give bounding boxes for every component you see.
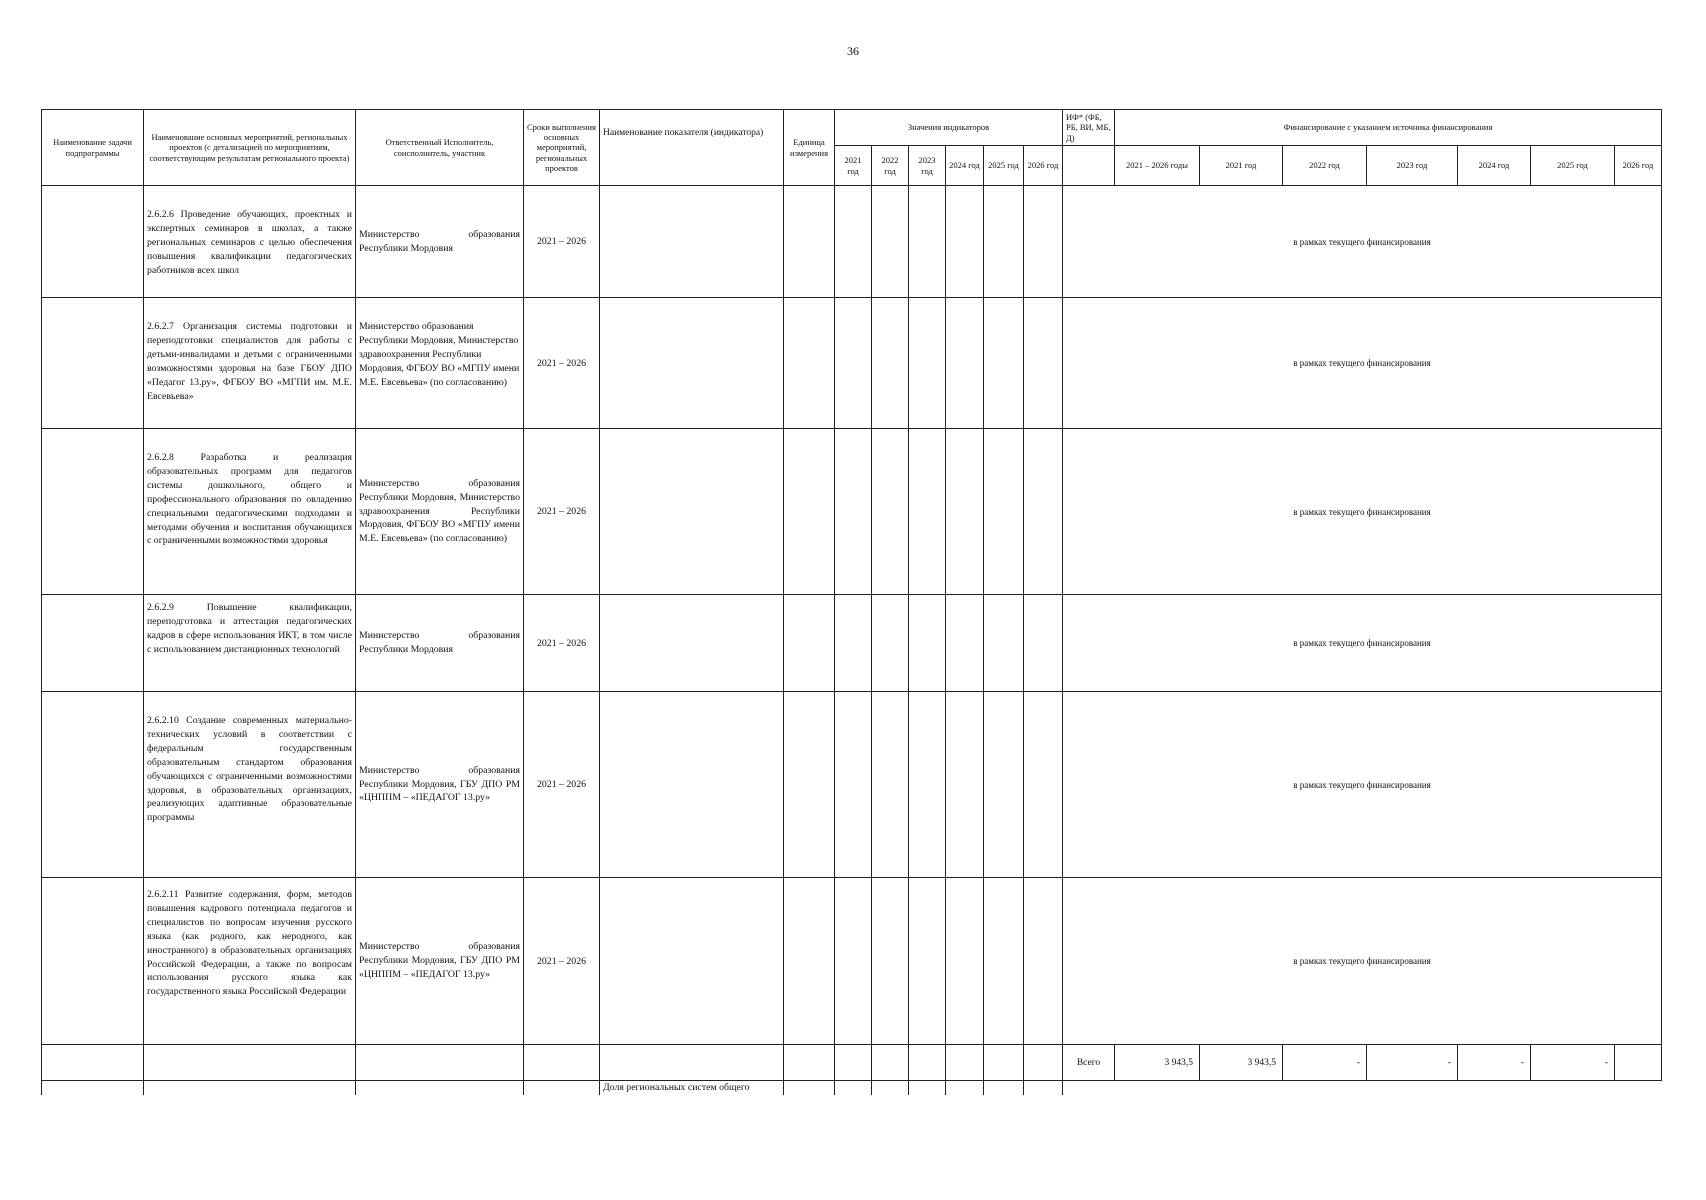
header-year-2026: 2026 год: [1024, 146, 1063, 186]
total-2023: -: [1367, 1045, 1458, 1081]
value-cell: [835, 429, 872, 595]
financing-cell: [1115, 1081, 1662, 1095]
executor-cell: Министерство образования Республики Мордовия, Министерство здравоохранения Республики Мордовия, ФГБОУ ВО «МГПУ имени М.Е. Евсевьева» (по согласованию): [356, 429, 524, 595]
financing-cell: в рамках текущего финансирования: [1063, 878, 1662, 1045]
period-cell: 2021 – 2026: [524, 298, 600, 429]
table-row: [42, 298, 1662, 429]
executor-cell: Министерство образования Республики Мордовия: [356, 186, 524, 298]
executor-cell: Министерство образования Республики Мордовия, ГБУ ДПО РМ «ЦНППМ – «ПЕДАГОГ 13.ру»: [356, 878, 524, 1045]
unit-cell: [784, 186, 835, 298]
total-2024: -: [1458, 1045, 1531, 1081]
value-cell: [835, 1045, 872, 1081]
activity-cell: 2.6.2.8 Разработка и реализация образовательных программ для педагогов системы дошкольного, общего и профессионального образования по овладению специальными педагогическими подходами и методами обучения и воспитания обучающихся с ограниченными возможностями здоровья: [144, 429, 356, 595]
value-cell: [909, 878, 946, 1045]
unit-cell: [784, 1081, 835, 1095]
value-cell: [946, 429, 984, 595]
period-cell: 2021 – 2026: [524, 692, 600, 878]
value-cell: [872, 878, 909, 1045]
value-cell: [984, 878, 1024, 1045]
period-cell: [524, 1045, 600, 1081]
activity-cell: 2.6.2.10 Создание современных материально-технических условий в соответствии с федеральным государственным образовательным стандартом образования обучающихся с ограниченными возможностями здоровья, в образовательных организациях, реализующих адаптивные образовательные программы: [144, 692, 356, 878]
executor-cell: [356, 1045, 524, 1081]
header-year-2023: 2023 год: [909, 146, 946, 186]
header-if-empty: [1063, 146, 1115, 186]
unit-cell: [784, 692, 835, 878]
indicator-cell: [600, 186, 784, 298]
header-year-2022: 2022 год: [872, 146, 909, 186]
financing-cell: в рамках текущего финансирования: [1063, 186, 1662, 298]
financing-cell: в рамках текущего финансирования: [1063, 429, 1662, 595]
header-fin-2026: 2026 год: [1615, 146, 1662, 186]
indicator-cell: [600, 429, 784, 595]
task-cell: [42, 429, 144, 595]
value-cell: [946, 1045, 984, 1081]
total-2026: [1615, 1045, 1662, 1081]
value-cell: [946, 878, 984, 1045]
value-cell: [909, 595, 946, 692]
continuation-row: [42, 1081, 1662, 1095]
total-2021-2026: 3 943,5: [1115, 1045, 1200, 1081]
value-cell: [946, 298, 984, 429]
table-row: [42, 878, 1662, 1045]
financing-cell: в рамках текущего финансирования: [1063, 692, 1662, 878]
unit-cell: [784, 1045, 835, 1081]
indicator-cell: [600, 878, 784, 1045]
executor-cell: Министерство образования Республики Мордовия, ГБУ ДПО РМ «ЦНППМ – «ПЕДАГОГ 13.ру»: [356, 692, 524, 878]
activity-cell: 2.6.2.7 Организация системы подготовки и переподготовки специалистов для работы с детьми-инвалидами и детьми с ограниченными возможностями здоровья на базе ГБОУ ДПО «Педагог 13.ру», ФГБОУ ВО «МГПИ им. М.Е. Евсевьева»: [144, 298, 356, 429]
value-cell: [835, 878, 872, 1045]
task-cell: [42, 1045, 144, 1081]
value-cell: [984, 692, 1024, 878]
program-activities-table: [41, 109, 1662, 1095]
indicator-cell: [600, 298, 784, 429]
header-fin-2023: 2023 год: [1367, 146, 1458, 186]
value-cell: [835, 692, 872, 878]
value-cell: [1024, 1045, 1063, 1081]
total-label: Всего: [1063, 1045, 1115, 1081]
header-fin-2025: 2025 год: [1531, 146, 1615, 186]
period-cell: 2021 – 2026: [524, 429, 600, 595]
executor-cell: Министерство образования Республики Мордовия, Министерство здравоохранения Республики Мордовия, ФГБОУ ВО «МГПУ имени М.Е. Евсевьева» (по согласованию): [356, 298, 524, 429]
value-cell: [946, 1081, 984, 1095]
value-cell: [984, 186, 1024, 298]
value-cell: [1024, 186, 1063, 298]
indicator-cell: [600, 1045, 784, 1081]
indicator-cell: [600, 595, 784, 692]
period-cell: [524, 1081, 600, 1095]
task-cell: [42, 878, 144, 1045]
value-cell: [835, 298, 872, 429]
value-cell: [1024, 595, 1063, 692]
header-activity: Наименование основных мероприятий, региональных проектов (с детализацией по мероприятиям, соответствующим результатам регионального проекта): [144, 110, 356, 186]
table-row: [42, 429, 1662, 595]
indicator-partial: Доля региональных систем общего: [600, 1081, 784, 1095]
header-financing-group: Финансирование с указанием источника финансирования: [1115, 110, 1662, 146]
total-2022: -: [1283, 1045, 1367, 1081]
task-cell: [42, 298, 144, 429]
value-cell: [946, 692, 984, 878]
executor-cell: Министерство образования Республики Мордовия: [356, 595, 524, 692]
executor-cell: [356, 1081, 524, 1095]
header-year-2025: 2025 год: [984, 146, 1024, 186]
value-cell: [872, 298, 909, 429]
value-cell: [872, 692, 909, 878]
value-cell: [1024, 1081, 1063, 1095]
header-unit: Единица измерения: [784, 110, 835, 186]
value-cell: [909, 692, 946, 878]
value-cell: [946, 595, 984, 692]
value-cell: [835, 186, 872, 298]
value-cell: [1024, 692, 1063, 878]
activity-cell: [144, 1045, 356, 1081]
header-fin-2021-2026: 2021 – 2026 годы: [1115, 146, 1200, 186]
value-cell: [909, 298, 946, 429]
indicator-cell: [600, 692, 784, 878]
header-task: Наименование задачи подпрограммы: [42, 110, 144, 186]
total-2025: -: [1531, 1045, 1615, 1081]
value-cell: [909, 186, 946, 298]
total-row: [42, 1045, 1662, 1081]
value-cell: [909, 429, 946, 595]
period-cell: 2021 – 2026: [524, 595, 600, 692]
value-cell: [909, 1081, 946, 1095]
table-row: [42, 186, 1662, 298]
financing-cell: в рамках текущего финансирования: [1063, 595, 1662, 692]
value-cell: [909, 1045, 946, 1081]
value-cell: [872, 1045, 909, 1081]
value-cell: [984, 1081, 1024, 1095]
value-cell: [1024, 298, 1063, 429]
value-cell: [872, 186, 909, 298]
page-number: 36: [847, 44, 859, 58]
header-year-2024: 2024 год: [946, 146, 984, 186]
total-2021: 3 943,5: [1200, 1045, 1283, 1081]
value-cell: [984, 595, 1024, 692]
header-executor: Ответственный Исполнитель, соисполнитель, участник: [356, 110, 524, 186]
value-cell: [835, 595, 872, 692]
program-table-wrapper: [41, 109, 1654, 1093]
header-period: Сроки выполнения основных мероприятий, региональных проектов: [524, 110, 600, 186]
unit-cell: [784, 595, 835, 692]
task-cell: [42, 692, 144, 878]
value-cell: [984, 429, 1024, 595]
activity-cell: [144, 1081, 356, 1095]
if-cell: [1063, 1081, 1115, 1095]
task-cell: [42, 1081, 144, 1095]
table-row: [42, 692, 1662, 878]
value-cell: [1024, 429, 1063, 595]
financing-cell: в рамках текущего финансирования: [1063, 298, 1662, 429]
header-if: ИФ* (ФБ, РБ, ВИ, МБ, Д): [1063, 110, 1115, 146]
value-cell: [984, 298, 1024, 429]
period-cell: 2021 – 2026: [524, 878, 600, 1045]
value-cell: [872, 429, 909, 595]
value-cell: [1024, 878, 1063, 1045]
value-cell: [872, 595, 909, 692]
value-cell: [835, 1081, 872, 1095]
table-row: [42, 595, 1662, 692]
header-fin-2022: 2022 год: [1283, 146, 1367, 186]
value-cell: [946, 186, 984, 298]
task-cell: [42, 595, 144, 692]
value-cell: [984, 1045, 1024, 1081]
header-fin-2024: 2024 год: [1458, 146, 1531, 186]
unit-cell: [784, 298, 835, 429]
activity-cell: 2.6.2.11 Развитие содержания, форм, методов повышения кадрового потенциала педагогов и специалистов по вопросам изучения русского языка (как родного, как неродного, как иностранного) в образовательных организациях Российской Федерации, а также по вопросам использования русского языка как государственного языка Российской Федерации: [144, 878, 356, 1045]
header-values-group: Значения индикаторов: [835, 110, 1063, 146]
activity-cell: 2.6.2.9 Повышение квалификации, переподготовка и аттестация педагогических кадров в сфере использования ИКТ, в том числе с использованием дистанционных технологий: [144, 595, 356, 692]
unit-cell: [784, 878, 835, 1045]
value-cell: [872, 1081, 909, 1095]
header-year-2021: 2021 год: [835, 146, 872, 186]
task-cell: [42, 186, 144, 298]
activity-cell: 2.6.2.6 Проведение обучающих, проектных и экспертных семинаров в школах, а также региональных семинаров с целью обеспечения повышения квалификации педагогических работников всех школ: [144, 186, 356, 298]
unit-cell: [784, 429, 835, 595]
header-fin-2021: 2021 год: [1200, 146, 1283, 186]
header-indicator: Наименование показателя (индикатора): [600, 110, 784, 186]
period-cell: 2021 – 2026: [524, 186, 600, 298]
